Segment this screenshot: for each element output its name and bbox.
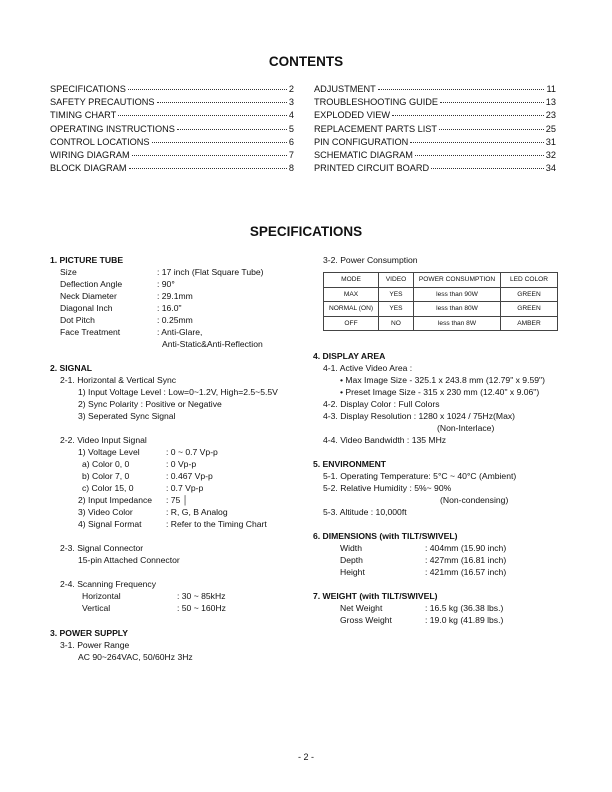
spec-line: 4-1. Active Video Area : (323, 363, 413, 373)
toc-entry[interactable]: TROUBLESHOOTING GUIDE 13 (314, 97, 556, 108)
spec-value: : 0.7 Vp-p (166, 483, 204, 493)
spec-value: Anti-Static&Anti-Reflection (162, 339, 263, 349)
table-cell: GREEN (501, 302, 558, 317)
spec-line: 5-2. Relative Humidity : 5%~ 90% (323, 483, 452, 493)
toc-entry[interactable]: PRINTED CIRCUIT BOARD 34 (314, 163, 556, 174)
table-header-cell: VIDEO (379, 273, 414, 288)
spec-line: 2) Sync Polarity : Positive or Negative (78, 399, 222, 409)
toc-entry[interactable]: WIRING DIAGRAM 7 (50, 149, 294, 160)
spec-value: : 421mm (16.57 inch) (425, 567, 507, 577)
table-header-cell: LED COLOR (501, 273, 558, 288)
spec-value: : R, G, B Analog (166, 507, 228, 517)
spec-label: Diagonal Inch (60, 303, 113, 313)
section-heading: 3. POWER SUPPLY (50, 628, 129, 638)
table-header-cell: POWER CONSUMPTION (414, 273, 501, 288)
toc-entry[interactable]: OPERATING INSTRUCTIONS 5 (50, 123, 294, 134)
spec-value: : 0.25mm (157, 315, 193, 325)
spec-value: : 75 │ (166, 495, 189, 505)
table-cell: less than 80W (414, 302, 501, 317)
toc-entry[interactable]: ADJUSTMENT 11 (314, 84, 556, 94)
subsection-title: 2-2. Video Input Signal (60, 435, 147, 445)
spec-line: 5-3. Altitude : 10,000ft (323, 507, 407, 517)
table-cell: NO (379, 316, 414, 331)
spec-label: Size (60, 267, 77, 277)
spec-line: (Non-Interlace) (437, 423, 495, 433)
table-header-cell: MODE (324, 273, 379, 288)
subsection-title: 2-3. Signal Connector (60, 543, 144, 553)
power-consumption-table (323, 272, 558, 331)
section-heading: 6. DIMENSIONS (with TILT/SWIVEL) (313, 531, 458, 541)
spec-label: Face Treatment (60, 327, 121, 337)
table-cell: less than 8W (414, 316, 501, 331)
toc-entry[interactable]: EXPLODED VIEW 23 (314, 110, 556, 121)
section-heading: 5. ENVIRONMENT (313, 459, 387, 469)
spec-value: : 29.1mm (157, 291, 193, 301)
spec-value: : 16.0" (157, 303, 182, 313)
spec-value: : Anti-Glare, (157, 327, 203, 337)
table-cell: AMBER (501, 316, 558, 331)
spec-label: c) Color 15, 0 (82, 483, 134, 493)
toc-entry[interactable]: TIMING CHART 4 (50, 110, 294, 121)
spec-line: 4-4. Video Bandwidth : 135 MHz (323, 435, 447, 445)
spec-line: AC 90~264VAC, 50/60Hz 3Hz (78, 652, 193, 662)
spec-label: Horizontal (82, 591, 121, 601)
table-row (324, 287, 558, 302)
subsection-title: 2-1. Horizontal & Vertical Sync (60, 375, 177, 385)
spec-label: 1) Voltage Level (78, 447, 140, 457)
toc-entry[interactable]: CONTROL LOCATIONS 6 (50, 136, 294, 147)
spec-value: : Refer to the Timing Chart (166, 519, 267, 529)
spec-line: 1) Input Voltage Level : Low=0~1.2V, High=2.5~5.5V (78, 387, 278, 397)
spec-line: 5-1. Operating Temperature: 5°C ~ 40°C (Ambient) (323, 471, 517, 481)
spec-value: : 0 ~ 0.7 Vp-p (166, 447, 218, 457)
toc-entry[interactable]: BLOCK DIAGRAM 8 (50, 163, 294, 174)
spec-label: 4) Signal Format (78, 519, 142, 529)
toc-entry[interactable]: PIN CONFIGURATION 31 (314, 136, 556, 147)
page-number: - 2 - (297, 752, 314, 762)
subsection-title: 3-1. Power Range (60, 640, 130, 650)
table-cell: YES (379, 302, 414, 317)
toc-right-column (314, 84, 556, 176)
table-cell: GREEN (501, 287, 558, 302)
spec-label: 2) Input Impedance (78, 495, 153, 505)
table-cell: less than 90W (414, 287, 501, 302)
spec-line: • Preset Image Size - 315 x 230 mm (12.40" x 9.06") (340, 387, 540, 397)
spec-line: 3) Seperated Sync Signal (78, 411, 176, 421)
spec-value: : 0 Vp-p (166, 459, 197, 469)
subsection-title: 3-2. Power Consumption (323, 255, 418, 265)
spec-value: : 404mm (15.90 inch) (425, 543, 507, 553)
table-row (324, 302, 558, 317)
spec-label: b) Color 7, 0 (82, 471, 130, 481)
spec-value: : 19.0 kg (41.89 lbs.) (425, 615, 504, 625)
spec-line: (Non-condensing) (440, 495, 509, 505)
toc-entry[interactable]: SPECIFICATIONS 2 (50, 84, 294, 94)
spec-label: 3) Video Color (78, 507, 133, 517)
spec-label: Height (340, 567, 365, 577)
spec-line: 4-3. Display Resolution : 1280 x 1024 / 75Hz(Max) (323, 411, 516, 421)
spec-label: Neck Diameter (60, 291, 117, 301)
spec-value: : 50 ~ 160Hz (177, 603, 226, 613)
spec-line: 4-2. Display Color : Full Colors (323, 399, 440, 409)
contents-title: CONTENTS (268, 54, 344, 69)
spec-value: : 17 inch (Flat Square Tube) (157, 267, 264, 277)
spec-line: • Max Image Size - 325.1 x 243.8 mm (12.79" x 9.59") (340, 375, 545, 385)
spec-label: Dot Pitch (60, 315, 95, 325)
subsection-title: 2-4. Scanning Frequency (60, 579, 157, 589)
section-heading: 2. SIGNAL (50, 363, 93, 373)
spec-label: Depth (340, 555, 363, 565)
spec-value: : 16.5 kg (36.38 lbs.) (425, 603, 504, 613)
table-cell: MAX (324, 287, 379, 302)
specifications-title: SPECIFICATIONS (249, 224, 363, 239)
table-cell: NORMAL (ON) (324, 302, 379, 317)
spec-value: : 30 ~ 85kHz (177, 591, 226, 601)
spec-value: : 90° (157, 279, 175, 289)
spec-value: : 427mm (16.81 inch) (425, 555, 507, 565)
section-heading: 7. WEIGHT (with TILT/SWIVEL) (313, 591, 438, 601)
spec-label: Net Weight (340, 603, 383, 613)
toc-entry[interactable]: SCHEMATIC DIAGRAM 32 (314, 149, 556, 160)
section-heading: 1. PICTURE TUBE (50, 255, 124, 265)
toc-left-column (50, 84, 294, 176)
table-cell: OFF (324, 316, 379, 331)
spec-label: Gross Weight (340, 615, 392, 625)
section-heading: 4. DISPLAY AREA (313, 351, 386, 361)
toc-entry[interactable]: REPLACEMENT PARTS LIST 25 (314, 123, 556, 134)
spec-label: Vertical (82, 603, 111, 613)
toc-entry[interactable]: SAFETY PRECAUTIONS 3 (50, 97, 294, 108)
spec-value: : 0.467 Vp-p (166, 471, 213, 481)
table-row (324, 316, 558, 331)
spec-label: a) Color 0, 0 (82, 459, 130, 469)
spec-line: 15-pin Attached Connector (78, 555, 180, 565)
spec-label: Deflection Angle (60, 279, 123, 289)
table-cell: YES (379, 287, 414, 302)
spec-label: Width (340, 543, 362, 553)
table-header-row (324, 273, 558, 288)
